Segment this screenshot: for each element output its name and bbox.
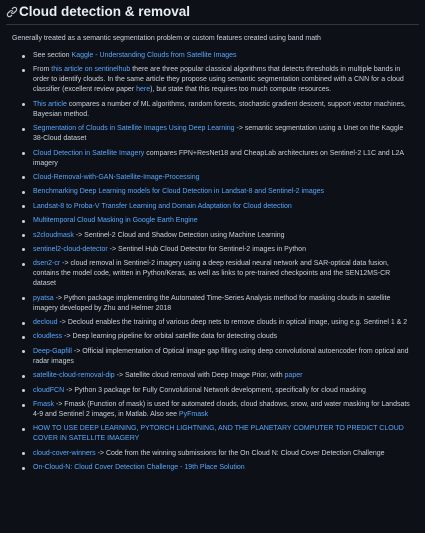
list-item [33,259,419,289]
item-text: -> Decloud enables the training of various deep nets to remove clouds in optical image, using e.g. Sentinel 1 & 2 [57,319,408,327]
list-item [33,187,419,197]
item-text: -> semantic segmentation using a Unet on the Kaggle 38-Cloud dataset [33,125,404,143]
list-item [33,400,419,420]
resource-link[interactable]: Benchmarking Deep Learning models for Cloud Detection in Landsat-8 and Sentinel-2 images [33,188,325,196]
resource-link[interactable]: Segmentation of Clouds in Satellite Images Using Deep Learning [33,125,235,133]
resource-link[interactable]: cloud-cover-winners [33,449,96,457]
resource-link[interactable]: This article [33,100,67,108]
item-text: From [33,66,52,74]
resource-link[interactable]: HOW TO USE DEEP LEARNING, PYTORCH LIGHTNING, AND THE PLANETARY COMPUTER TO PREDICT CLOUD COVER IN SATELLITE IMAGERY [33,425,404,443]
resource-link[interactable]: satellite-cloud-removal-dip [33,372,115,380]
item-text: compares FPN+ResNet18 and CheapLab architectures on Sentinel-2 L1C and L2A imagery [33,149,404,167]
item-text: -> Code from the winning submissions for the On Cloud N: Cloud Cover Detection Challenge [95,449,385,457]
list-item [33,124,419,144]
resource-link[interactable]: Multitemporal Cloud Masking in Google Earth Engine [33,217,198,225]
item-text: -> Python 3 package for Fully Convolutional Network development, specifically for cloud masking [64,386,366,394]
resource-link[interactable]: Landsat-8 to Proba-V Transfer Learning and Domain Adaptation for Cloud detection [33,202,292,210]
resource-link[interactable]: Cloud Detection in Satellite Imagery [33,149,145,157]
item-text: -> Sentinel-2 Cloud and Shadow Detection using Machine Learning [73,231,285,239]
resource-link[interactable]: decloud [33,319,58,327]
list-item [33,51,419,61]
list-item [33,347,419,367]
list-item [33,100,419,120]
resource-link[interactable]: this article on sentinelhub [51,66,131,74]
list-item [33,424,419,444]
list-item [33,371,419,381]
list-item [33,449,419,459]
list-item [33,216,419,226]
resource-link[interactable]: sentinel2-cloud-detector [33,245,108,253]
resource-list [6,51,419,473]
item-text: ), but state that this requires too much compute resources. [150,86,332,94]
list-item [33,149,419,169]
resource-link[interactable]: PyFmask [178,411,209,419]
list-item [33,463,419,473]
item-text: See section [33,52,72,59]
resource-link[interactable]: Deep-Gapfill [33,347,72,355]
resource-link[interactable]: cloudless [33,333,63,341]
item-text: compares a number of ML algorithms, random forests, stochastic gradient descent, support vector machines, Bayesian method. [33,100,406,118]
list-item [33,202,419,212]
list-item [33,294,419,314]
list-item [33,386,419,396]
resource-link[interactable]: Fmask [33,401,54,409]
list-item [33,245,419,255]
resource-link[interactable]: pyatsa [33,294,54,302]
resource-link[interactable]: paper [284,372,303,380]
list-item [33,231,419,241]
item-text: -> Official implementation of Optical image gap filling using deep convolutional autoencoder from optical and radar images [33,347,409,365]
item-text: -> Satellite cloud removal with Deep Image Prior, with [114,372,285,380]
list-item [33,332,419,342]
resource-link[interactable]: dsen2-cr [33,260,61,268]
item-text: -> Python package implementing the Automated Time-Series Analysis method for masking clouds in satellite imagery developed by Zhu and Helmer 2018 [33,294,391,312]
item-text: there are three popular classical algorithms that detects thresholds in multiple bands in order to identify clouds. In the same article they propose using semantic segmentation combined with a CNN for a cloud classifier (excellent review paper [33,66,404,94]
resource-link[interactable]: On-Cloud-N: Cloud Cover Detection Challenge - 19th Place Solution [33,464,245,472]
section-title: Cloud detection & removal [19,4,191,19]
section-heading [6,4,419,25]
resource-link[interactable]: here [136,86,151,94]
list-item [33,173,419,183]
item-text: -> Fmask (Function of mask) is used for automated clouds, cloud shadows, snow, and water masking for Landsats 4-9 and Sentinel 2 images, in Matlab. Also see [33,401,410,419]
section-intro: Generally treated as a semantic segmentation problem or custom features created using band math [12,35,321,42]
item-text: -> Deep learning pipeline for orbital satellite data for detecting clouds [62,333,278,341]
resource-link[interactable]: Kaggle - Understanding Clouds from Satellite Images [71,52,237,59]
list-item [33,318,419,328]
item-text: -> Sentinel Hub Cloud Detector for Sentinel-2 images in Python [107,245,306,253]
resource-link[interactable]: Cloud-Removal-with-GAN-Satellite-Image-Processing [33,173,200,181]
resource-link[interactable]: cloudFCN [33,386,65,394]
anchor-link-icon[interactable] [6,6,18,18]
resource-link[interactable]: s2cloudmask [33,231,74,239]
list-item [33,65,419,95]
item-text: -> cloud removal in Sentinel-2 imagery using a deep residual neural network and SAR-optical data fusion, contains the model code, written in Python/Keras, as well as links to pre-trained checkpoints and the SEN12MS-CR dataset [33,260,391,288]
